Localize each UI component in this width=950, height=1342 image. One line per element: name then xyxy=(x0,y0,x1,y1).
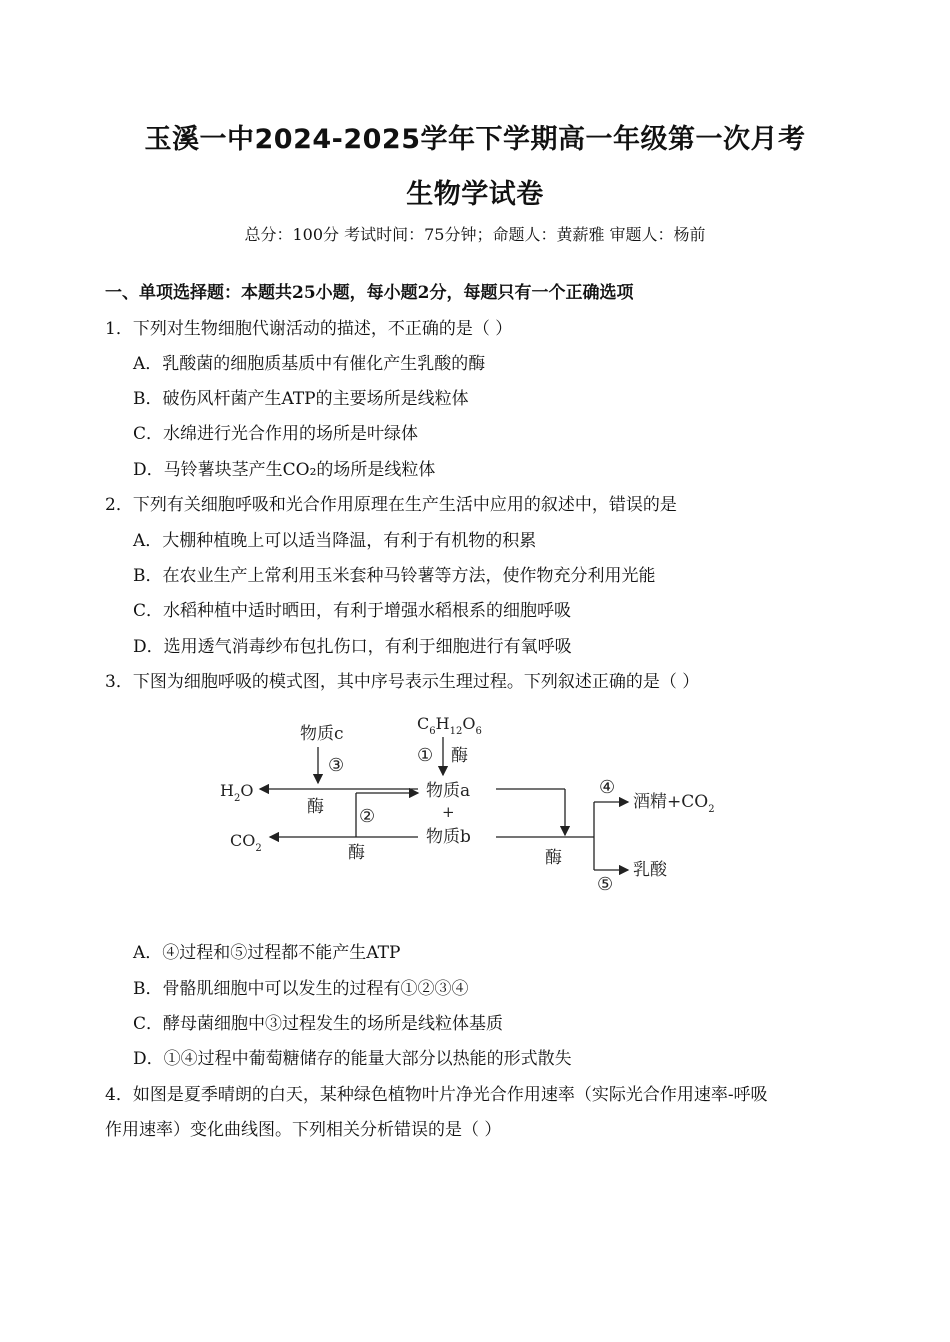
question-3-option-d: D．①④过程中葡萄糖储存的能量大部分以热能的形式散失 xyxy=(133,1049,572,1069)
question-3-option-c: C．酵母菌细胞中③过程发生的场所是线粒体基质 xyxy=(133,1014,504,1034)
substance-c-label: 物质c xyxy=(300,724,344,744)
circle-5: ⑤ xyxy=(597,874,614,895)
substance-b-label: 物质b xyxy=(426,827,471,847)
section-heading: 一、单项选择题：本题共25小题，每小题2分，每题只有一个正确选项 xyxy=(105,283,634,303)
alcohol-co2-label: 酒精$+CO_2$ xyxy=(633,792,715,815)
question-2-option-a: A．大棚种植晚上可以适当降温，有利于有机物的积累 xyxy=(133,531,537,551)
enzyme-label-3: 酶 xyxy=(307,797,324,817)
h2o-label: $H_2O$ xyxy=(220,781,254,804)
circle-4: ④ xyxy=(599,777,616,798)
question-2-option-c: C．水稻种植中适时晒田，有利于增强水稻根系的细胞呼吸 xyxy=(133,601,572,621)
question-4-stem-line2: 作用速率）变化曲线图。下列相关分析错误的是（ ） xyxy=(105,1120,502,1140)
plus-sign: + xyxy=(442,803,455,821)
question-2-option-b: B．在农业生产上常利用玉米套种马铃薯等方法，使作物充分利用光能 xyxy=(133,566,656,586)
exam-subtitle: 生物学试卷 xyxy=(406,179,544,210)
exam-title: 玉溪一中2024-2025学年下学期高一年级第一次月考 xyxy=(144,124,806,155)
respiration-diagram xyxy=(210,705,750,905)
circle-1: ① xyxy=(417,745,434,766)
co2-label: $CO_2$ xyxy=(230,831,262,854)
question-3-option-a: A．④过程和⑤过程都不能产生ATP xyxy=(133,943,401,963)
question-1-option-b: B．破伤风杆菌产生ATP的主要场所是线粒体 xyxy=(133,389,469,409)
question-1-option-a: A．乳酸菌的细胞质基质中有催化产生乳酸的酶 xyxy=(133,354,486,374)
exam-meta: 总分：100分 考试时间：75分钟；命题人：黄薪雅 审题人：杨前 xyxy=(244,225,706,244)
question-1-stem: 1．下列对生物细胞代谢活动的描述，不正确的是（ ） xyxy=(105,319,513,339)
question-1-option-d: D．马铃薯块茎产生CO₂的场所是线粒体 xyxy=(133,460,436,480)
glucose-label: $C_6H_{12}O_6$ xyxy=(417,714,482,737)
question-1-option-c: C．水绵进行光合作用的场所是叶绿体 xyxy=(133,424,419,444)
question-2-option-d: D．选用透气消毒纱布包扎伤口，有利于细胞进行有氧呼吸 xyxy=(133,637,572,657)
question-4-stem-line1: 4．如图是夏季晴朗的白天，某种绿色植物叶片净光合作用速率（实际光合作用速率-呼吸 xyxy=(105,1085,768,1105)
circle-3: ③ xyxy=(328,755,345,776)
lactic-acid-label: 乳酸 xyxy=(633,860,667,880)
enzyme-label-4: 酶 xyxy=(545,848,562,868)
enzyme-label-1: 酶 xyxy=(451,746,468,766)
substance-a-label: 物质a xyxy=(426,781,471,801)
circle-2: ② xyxy=(359,806,376,827)
question-2-stem: 2．下列有关细胞呼吸和光合作用原理在生产生活中应用的叙述中，错误的是 xyxy=(105,495,677,515)
question-3-option-b: B．骨骼肌细胞中可以发生的过程有①②③④ xyxy=(133,979,469,999)
question-3-stem: 3．下图为细胞呼吸的模式图，其中序号表示生理过程。下列叙述正确的是（ ） xyxy=(105,672,700,692)
enzyme-label-2: 酶 xyxy=(348,843,365,863)
